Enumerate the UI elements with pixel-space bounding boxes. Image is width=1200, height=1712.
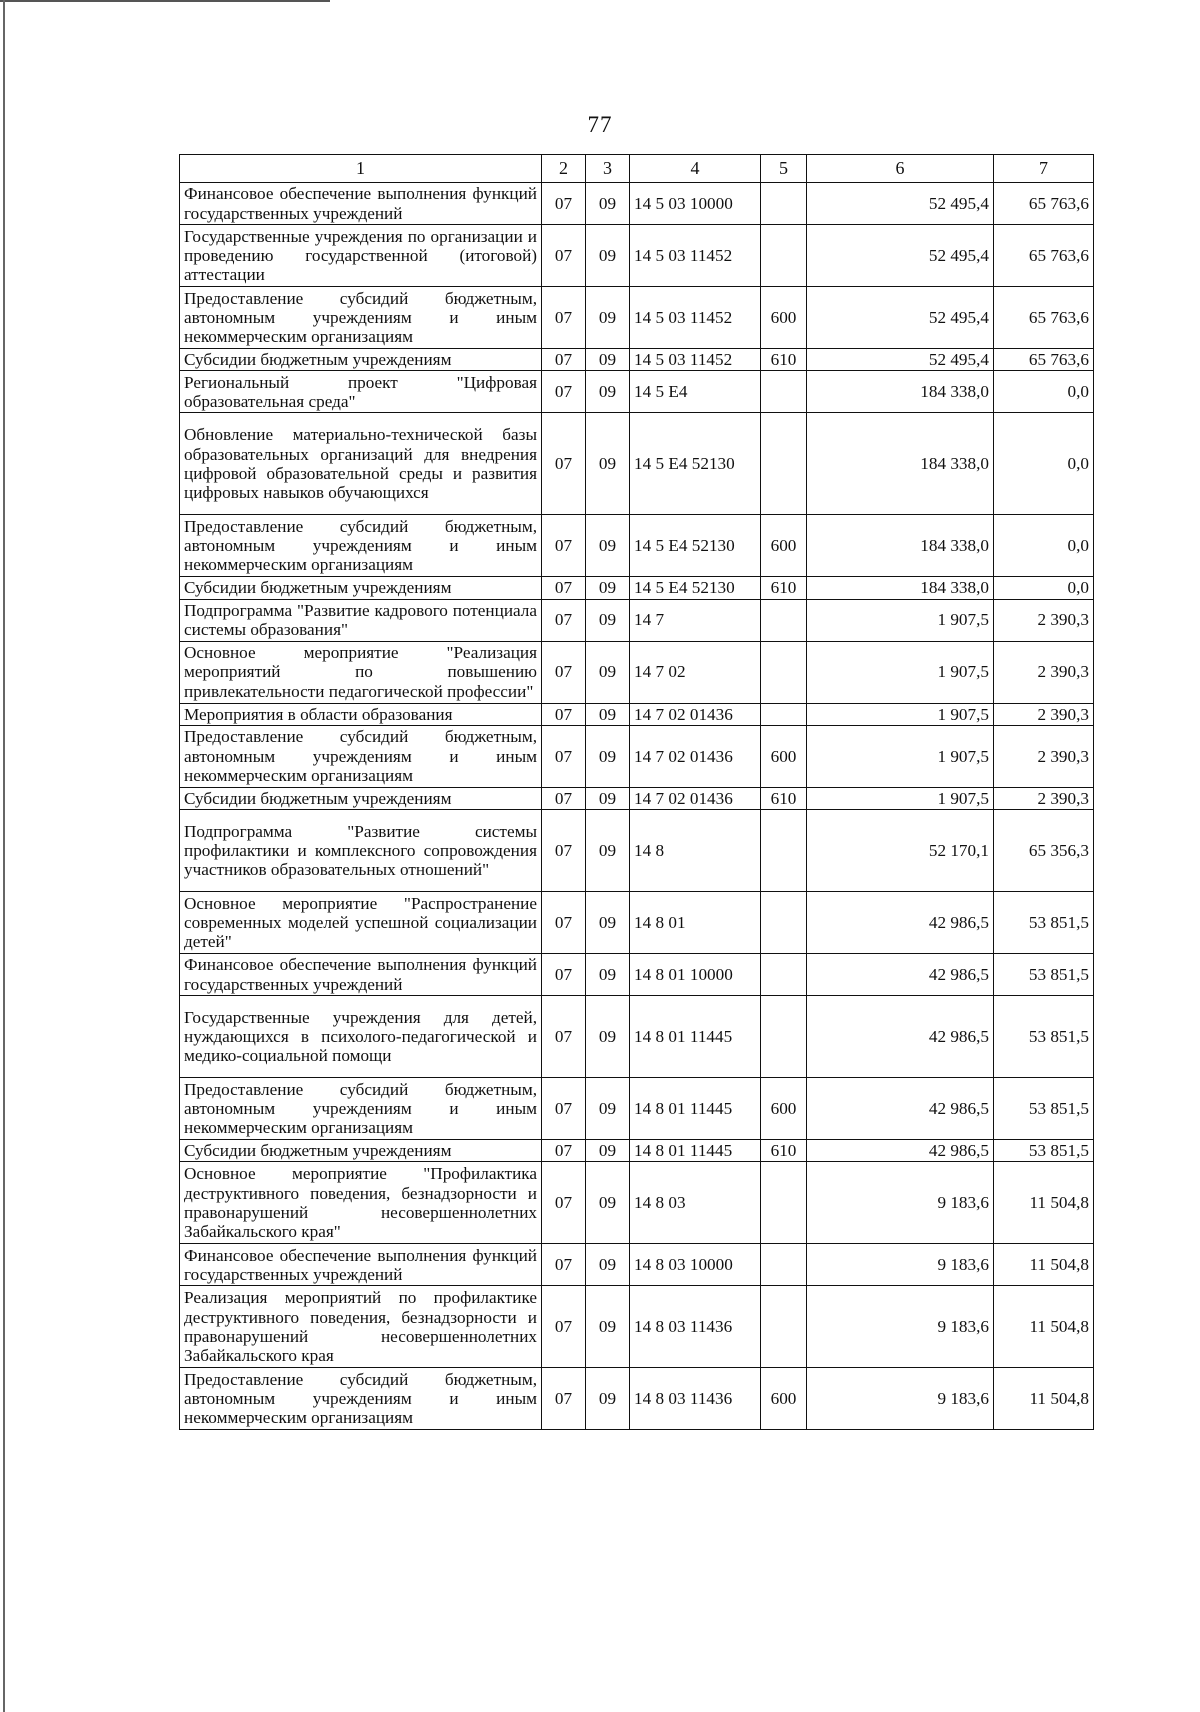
row-name: Реализация мероприятий по профилактике деструктивного поведения, безнадзорности и правонарушений несовершеннолетних Забайкальского края <box>180 1286 542 1368</box>
table-row <box>180 1078 1094 1140</box>
row-subsection: 09 <box>586 1162 630 1244</box>
row-name: Обновление материально-технической базы образовательных организаций для внедрения цифровой образовательной среды и развития цифровых навыков обучающихся <box>180 413 542 515</box>
scan-edge-top <box>0 0 330 2</box>
row-name: Государственные учреждения для детей, нуждающихся в психолого-педагогической и медико-социальной помощи <box>180 996 542 1078</box>
row-name: Мероприятия в области образования <box>180 703 542 725</box>
row-amount-year2: 2 390,3 <box>994 787 1094 809</box>
row-subsection: 09 <box>586 892 630 954</box>
row-name: Финансовое обеспечение выполнения функций государственных учреждений <box>180 1244 542 1286</box>
row-expense-type <box>761 599 807 641</box>
row-subsection: 09 <box>586 1244 630 1286</box>
row-subsection: 09 <box>586 641 630 703</box>
row-amount-year2: 2 390,3 <box>994 725 1094 787</box>
row-subsection: 09 <box>586 725 630 787</box>
row-amount-year2: 2 390,3 <box>994 703 1094 725</box>
table-row <box>180 225 1094 287</box>
row-name: Подпрограмма "Развитие системы профилактики и комплексного сопровождения участников образовательных отношений" <box>180 810 542 892</box>
row-amount-year1: 42 986,5 <box>807 1140 994 1162</box>
row-subsection: 09 <box>586 810 630 892</box>
row-subsection: 09 <box>586 349 630 371</box>
row-amount-year1: 1 907,5 <box>807 725 994 787</box>
row-target-article: 14 8 01 <box>630 892 761 954</box>
table-row <box>180 996 1094 1078</box>
table-row <box>180 1140 1094 1162</box>
column-header-3: 3 <box>586 155 630 183</box>
column-header-2: 2 <box>542 155 586 183</box>
row-section: 07 <box>542 954 586 996</box>
row-amount-year2: 2 390,3 <box>994 641 1094 703</box>
table-row <box>180 577 1094 599</box>
row-target-article: 14 7 02 <box>630 641 761 703</box>
row-subsection: 09 <box>586 1078 630 1140</box>
row-expense-type <box>761 225 807 287</box>
row-amount-year1: 184 338,0 <box>807 371 994 413</box>
row-expense-type: 610 <box>761 787 807 809</box>
table-row <box>180 1162 1094 1244</box>
row-name: Основное мероприятие "Реализация мероприятий по повышению привлекательности педагогической профессии" <box>180 641 542 703</box>
row-target-article: 14 8 03 11436 <box>630 1286 761 1368</box>
row-amount-year1: 42 986,5 <box>807 954 994 996</box>
row-amount-year1: 42 986,5 <box>807 1078 994 1140</box>
row-amount-year2: 11 504,8 <box>994 1368 1094 1430</box>
row-amount-year2: 65 763,6 <box>994 287 1094 349</box>
row-section: 07 <box>542 1078 586 1140</box>
row-subsection: 09 <box>586 577 630 599</box>
row-section: 07 <box>542 413 586 515</box>
row-section: 07 <box>542 371 586 413</box>
row-name: Предоставление субсидий бюджетным, автономным учреждениям и иным некоммерческим организациям <box>180 287 542 349</box>
row-amount-year2: 2 390,3 <box>994 599 1094 641</box>
row-target-article: 14 8 01 11445 <box>630 1140 761 1162</box>
row-target-article: 14 5 03 10000 <box>630 183 761 225</box>
row-amount-year2: 65 763,6 <box>994 349 1094 371</box>
row-amount-year2: 0,0 <box>994 413 1094 515</box>
table-row <box>180 954 1094 996</box>
row-name: Субсидии бюджетным учреждениям <box>180 787 542 809</box>
row-target-article: 14 7 02 01436 <box>630 725 761 787</box>
row-amount-year1: 9 183,6 <box>807 1286 994 1368</box>
table-row <box>180 1244 1094 1286</box>
row-amount-year1: 42 986,5 <box>807 892 994 954</box>
row-target-article: 14 8 03 11436 <box>630 1368 761 1430</box>
row-section: 07 <box>542 810 586 892</box>
column-header-5: 5 <box>761 155 807 183</box>
row-expense-type: 600 <box>761 287 807 349</box>
row-amount-year1: 9 183,6 <box>807 1368 994 1430</box>
row-subsection: 09 <box>586 954 630 996</box>
row-amount-year1: 42 986,5 <box>807 996 994 1078</box>
column-header-1: 1 <box>180 155 542 183</box>
row-section: 07 <box>542 287 586 349</box>
row-name: Основное мероприятие "Профилактика деструктивного поведения, безнадзорности и правонарушений несовершеннолетних Забайкальского края" <box>180 1162 542 1244</box>
page-number: 77 <box>587 112 613 137</box>
row-amount-year2: 0,0 <box>994 515 1094 577</box>
row-target-article: 14 7 <box>630 599 761 641</box>
row-expense-type <box>761 1286 807 1368</box>
row-amount-year1: 9 183,6 <box>807 1244 994 1286</box>
row-expense-type <box>761 413 807 515</box>
row-amount-year2: 53 851,5 <box>994 892 1094 954</box>
row-name: Предоставление субсидий бюджетным, автономным учреждениям и иным некоммерческим организациям <box>180 1368 542 1430</box>
row-expense-type: 600 <box>761 1078 807 1140</box>
table-row <box>180 371 1094 413</box>
row-target-article: 14 7 02 01436 <box>630 703 761 725</box>
row-amount-year2: 53 851,5 <box>994 1140 1094 1162</box>
row-section: 07 <box>542 1368 586 1430</box>
row-target-article: 14 5 03 11452 <box>630 349 761 371</box>
row-section: 07 <box>542 1140 586 1162</box>
row-section: 07 <box>542 577 586 599</box>
row-amount-year1: 184 338,0 <box>807 577 994 599</box>
row-amount-year1: 1 907,5 <box>807 787 994 809</box>
row-amount-year1: 52 495,4 <box>807 225 994 287</box>
table-body <box>180 183 1094 1430</box>
row-subsection: 09 <box>586 183 630 225</box>
row-target-article: 14 8 <box>630 810 761 892</box>
row-target-article: 14 5 E4 <box>630 371 761 413</box>
row-name: Предоставление субсидий бюджетным, автономным учреждениям и иным некоммерческим организациям <box>180 515 542 577</box>
column-header-7: 7 <box>994 155 1094 183</box>
scan-edge-left <box>3 0 5 1712</box>
row-subsection: 09 <box>586 287 630 349</box>
row-amount-year2: 65 763,6 <box>994 183 1094 225</box>
row-target-article: 14 7 02 01436 <box>630 787 761 809</box>
row-subsection: 09 <box>586 1140 630 1162</box>
row-name: Субсидии бюджетным учреждениям <box>180 577 542 599</box>
row-section: 07 <box>542 641 586 703</box>
row-expense-type: 610 <box>761 349 807 371</box>
row-name: Финансовое обеспечение выполнения функций государственных учреждений <box>180 954 542 996</box>
row-expense-type <box>761 641 807 703</box>
row-amount-year1: 1 907,5 <box>807 703 994 725</box>
table-row <box>180 703 1094 725</box>
table-row <box>180 1286 1094 1368</box>
column-header-4: 4 <box>630 155 761 183</box>
row-amount-year2: 11 504,8 <box>994 1162 1094 1244</box>
row-expense-type <box>761 810 807 892</box>
row-target-article: 14 8 03 <box>630 1162 761 1244</box>
row-amount-year1: 52 495,4 <box>807 183 994 225</box>
budget-table <box>179 154 1094 1430</box>
row-section: 07 <box>542 787 586 809</box>
row-amount-year1: 1 907,5 <box>807 599 994 641</box>
row-target-article: 14 8 01 11445 <box>630 1078 761 1140</box>
row-amount-year2: 11 504,8 <box>994 1286 1094 1368</box>
row-expense-type <box>761 183 807 225</box>
row-section: 07 <box>542 996 586 1078</box>
table-row <box>180 413 1094 515</box>
row-expense-type: 610 <box>761 1140 807 1162</box>
row-name: Предоставление субсидий бюджетным, автономным учреждениям и иным некоммерческим организациям <box>180 1078 542 1140</box>
row-expense-type: 600 <box>761 1368 807 1430</box>
row-target-article: 14 8 01 10000 <box>630 954 761 996</box>
table-row <box>180 515 1094 577</box>
row-name: Государственные учреждения по организации и проведению государственной (итоговой) аттестации <box>180 225 542 287</box>
row-target-article: 14 8 03 10000 <box>630 1244 761 1286</box>
row-name: Основное мероприятие "Распространение современных моделей успешной социализации детей" <box>180 892 542 954</box>
row-target-article: 14 5 E4 52130 <box>630 515 761 577</box>
row-amount-year2: 0,0 <box>994 577 1094 599</box>
row-subsection: 09 <box>586 1286 630 1368</box>
row-section: 07 <box>542 703 586 725</box>
row-amount-year1: 184 338,0 <box>807 413 994 515</box>
row-subsection: 09 <box>586 703 630 725</box>
row-amount-year1: 52 495,4 <box>807 287 994 349</box>
table-row <box>180 1368 1094 1430</box>
row-subsection: 09 <box>586 515 630 577</box>
table-row <box>180 599 1094 641</box>
row-name: Предоставление субсидий бюджетным, автономным учреждениям и иным некоммерческим организациям <box>180 725 542 787</box>
row-expense-type: 610 <box>761 577 807 599</box>
row-amount-year1: 52 495,4 <box>807 349 994 371</box>
table-row <box>180 892 1094 954</box>
row-name: Финансовое обеспечение выполнения функций государственных учреждений <box>180 183 542 225</box>
row-name: Региональный проект "Цифровая образовательная среда" <box>180 371 542 413</box>
row-section: 07 <box>542 1286 586 1368</box>
row-amount-year2: 65 763,6 <box>994 225 1094 287</box>
row-target-article: 14 5 E4 52130 <box>630 413 761 515</box>
row-amount-year2: 65 356,3 <box>994 810 1094 892</box>
row-section: 07 <box>542 349 586 371</box>
row-expense-type <box>761 996 807 1078</box>
table-row <box>180 787 1094 809</box>
row-name: Субсидии бюджетным учреждениям <box>180 349 542 371</box>
row-section: 07 <box>542 892 586 954</box>
row-target-article: 14 5 03 11452 <box>630 287 761 349</box>
row-expense-type <box>761 703 807 725</box>
table-row <box>180 725 1094 787</box>
row-expense-type <box>761 954 807 996</box>
row-section: 07 <box>542 225 586 287</box>
row-section: 07 <box>542 183 586 225</box>
row-amount-year1: 1 907,5 <box>807 641 994 703</box>
row-amount-year1: 9 183,6 <box>807 1162 994 1244</box>
row-target-article: 14 5 03 11452 <box>630 225 761 287</box>
row-target-article: 14 5 E4 52130 <box>630 577 761 599</box>
row-expense-type: 600 <box>761 725 807 787</box>
row-expense-type <box>761 371 807 413</box>
table-row <box>180 641 1094 703</box>
row-subsection: 09 <box>586 599 630 641</box>
row-amount-year1: 52 170,1 <box>807 810 994 892</box>
table-row <box>180 349 1094 371</box>
row-subsection: 09 <box>586 413 630 515</box>
table-row <box>180 810 1094 892</box>
row-target-article: 14 8 01 11445 <box>630 996 761 1078</box>
row-section: 07 <box>542 725 586 787</box>
row-amount-year2: 53 851,5 <box>994 1078 1094 1140</box>
row-subsection: 09 <box>586 225 630 287</box>
row-name: Подпрограмма "Развитие кадрового потенциала системы образования" <box>180 599 542 641</box>
row-section: 07 <box>542 599 586 641</box>
row-section: 07 <box>542 1244 586 1286</box>
row-amount-year2: 11 504,8 <box>994 1244 1094 1286</box>
row-amount-year1: 184 338,0 <box>807 515 994 577</box>
row-subsection: 09 <box>586 996 630 1078</box>
row-amount-year2: 0,0 <box>994 371 1094 413</box>
table-row <box>180 287 1094 349</box>
row-expense-type: 600 <box>761 515 807 577</box>
row-amount-year2: 53 851,5 <box>994 996 1094 1078</box>
row-section: 07 <box>542 515 586 577</box>
column-header-6: 6 <box>807 155 994 183</box>
row-expense-type <box>761 892 807 954</box>
row-subsection: 09 <box>586 787 630 809</box>
row-section: 07 <box>542 1162 586 1244</box>
row-amount-year2: 53 851,5 <box>994 954 1094 996</box>
header-row <box>180 155 1094 183</box>
row-name: Субсидии бюджетным учреждениям <box>180 1140 542 1162</box>
row-expense-type <box>761 1244 807 1286</box>
row-subsection: 09 <box>586 371 630 413</box>
row-expense-type <box>761 1162 807 1244</box>
table-row <box>180 183 1094 225</box>
row-subsection: 09 <box>586 1368 630 1430</box>
